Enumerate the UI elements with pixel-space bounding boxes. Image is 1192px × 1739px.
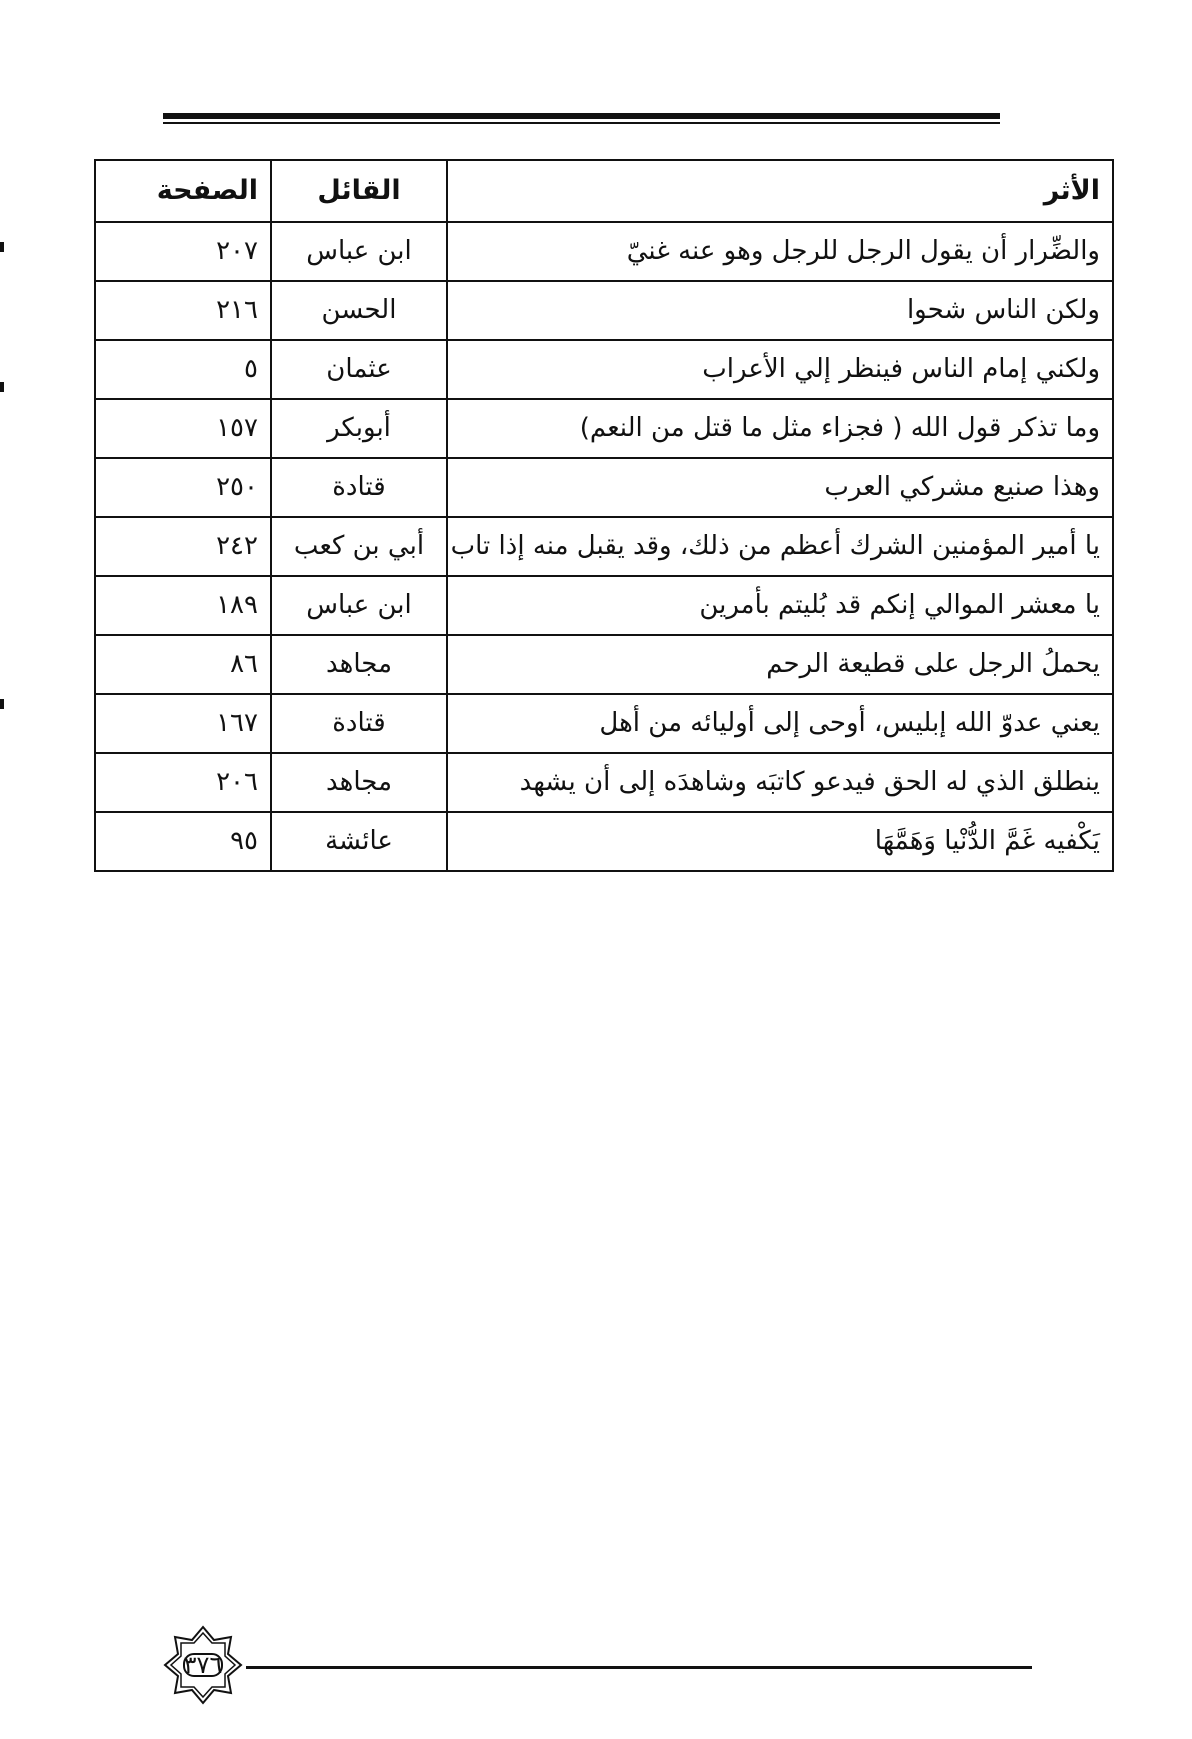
top-double-rule-inner	[163, 122, 1000, 124]
table-row	[95, 694, 1113, 753]
athar-cell: ولكن الناس شحوا	[447, 281, 1113, 340]
page-number: ٣٧٦	[183, 1651, 223, 1679]
header-qail: القائل	[271, 160, 447, 222]
athar-cell: يا أمير المؤمنين الشرك أعظم من ذلك، وقد يقبل منه إذا تاب	[447, 517, 1113, 576]
margin-mark	[0, 382, 4, 392]
table-row	[95, 635, 1113, 694]
page-cell: ٢٠٦	[95, 753, 271, 812]
athar-cell: يَكْفيه غَمَّ الدُّنْيا وَهَمَّهَا	[447, 812, 1113, 871]
qail-cell: عائشة	[271, 812, 447, 871]
page-cell: ٥	[95, 340, 271, 399]
qail-cell: مجاهد	[271, 753, 447, 812]
athar-cell: ولكني إمام الناس فينظر إلي الأعراب	[447, 340, 1113, 399]
page-cell: ١٥٧	[95, 399, 271, 458]
table-header-row	[95, 160, 1113, 222]
page-cell: ٨٦	[95, 635, 271, 694]
qail-cell: ابن عباس	[271, 576, 447, 635]
header-athar: الأثر	[447, 160, 1113, 222]
header-page: الصفحة	[95, 160, 271, 222]
footer-rule	[246, 1666, 1032, 1669]
table-row	[95, 576, 1113, 635]
page-cell: ٢٤٢	[95, 517, 271, 576]
table-row	[95, 812, 1113, 871]
table-row	[95, 340, 1113, 399]
page-cell: ٢٥٠	[95, 458, 271, 517]
table-row	[95, 399, 1113, 458]
margin-mark	[0, 242, 4, 252]
page-cell: ١٦٧	[95, 694, 271, 753]
table-row	[95, 517, 1113, 576]
athar-cell: يا معشر الموالي إنكم قد بُليتم بأمرين	[447, 576, 1113, 635]
page-cell: ٩٥	[95, 812, 271, 871]
athar-index-table	[94, 159, 1114, 872]
qail-cell: أبي بن كعب	[271, 517, 447, 576]
qail-cell: ابن عباس	[271, 222, 447, 281]
page-cell: ١٨٩	[95, 576, 271, 635]
athar-cell: يعني عدوّ الله إبليس، أوحى إلى أوليائه من أهل	[447, 694, 1113, 753]
qail-cell: قتادة	[271, 458, 447, 517]
athar-cell: ينطلق الذي له الحق فيدعو كاتبَه وشاهدَه إلى أن يشهد	[447, 753, 1113, 812]
table-row	[95, 281, 1113, 340]
top-double-rule	[163, 113, 1000, 119]
table-row	[95, 222, 1113, 281]
qail-cell: قتادة	[271, 694, 447, 753]
athar-cell: وما تذكر قول الله ( فجزاء مثل ما قتل من النعم)	[447, 399, 1113, 458]
page-cell: ٢١٦	[95, 281, 271, 340]
athar-cell: وهذا صنيع مشركي العرب	[447, 458, 1113, 517]
qail-cell: الحسن	[271, 281, 447, 340]
margin-mark	[0, 699, 4, 709]
page-cell: ٢٠٧	[95, 222, 271, 281]
qail-cell: عثمان	[271, 340, 447, 399]
qail-cell: مجاهد	[271, 635, 447, 694]
table-row	[95, 753, 1113, 812]
athar-cell: والضِّرار أن يقول الرجل للرجل وهو عنه غنيّ	[447, 222, 1113, 281]
athar-cell: يحملُ الرجل على قطيعة الرحم	[447, 635, 1113, 694]
table-row	[95, 458, 1113, 517]
qail-cell: أبوبكر	[271, 399, 447, 458]
